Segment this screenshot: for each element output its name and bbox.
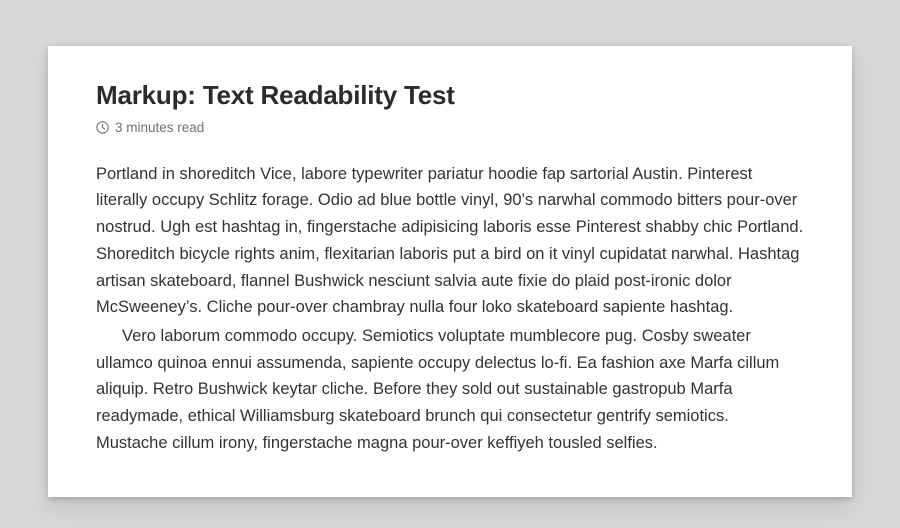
paragraph: Vero laborum commodo occupy. Semiotics voluptate mumblecore pug. Cosby sweater ullamco quinoa ennui assumenda, sapiente occupy delectus lo-fi. Ea fashion axe Marfa cillum aliquip. Retro Bushwick keytar cliche. Before they sold out sustainable gastropub Marfa readymade, ethical Williamsburg skateboard brunch qui consectetur gentrify semiotics. Mustache cillum irony, fingerstache magna pour-over keffiyeh tousled selfies. [96, 327, 780, 452]
paragraph: Portland in shoreditch Vice, labore typewriter pariatur hoodie fap sartorial Austin. Pinterest literally occupy Schlitz forage. Odio ad blue bottle vinyl, 90’s narwhal commodo bitters pour-over nostrud. Ugh est hashtag in, fingerstache adipisicing laboris esse Pinterest shabby chic Portland. Shoreditch bicycle rights anim, flexitarian laboris put a bird on it vinyl cupidatat narwhal. Hashtag artisan skateboard, flannel Bushwick nesciunt salvia aute fixie do plaid post-ironic dolor McSweeney’s. Cliche pour-over chambray nulla four loko skateboard sapiente hashtag. [96, 164, 804, 317]
page-title: Markup: Text Readability Test [96, 80, 455, 110]
read-time-label: 3 minutes read [115, 120, 205, 136]
clock-icon [96, 121, 109, 134]
article-meta [96, 121, 804, 135]
article-body [96, 161, 804, 457]
article-card [48, 46, 852, 497]
